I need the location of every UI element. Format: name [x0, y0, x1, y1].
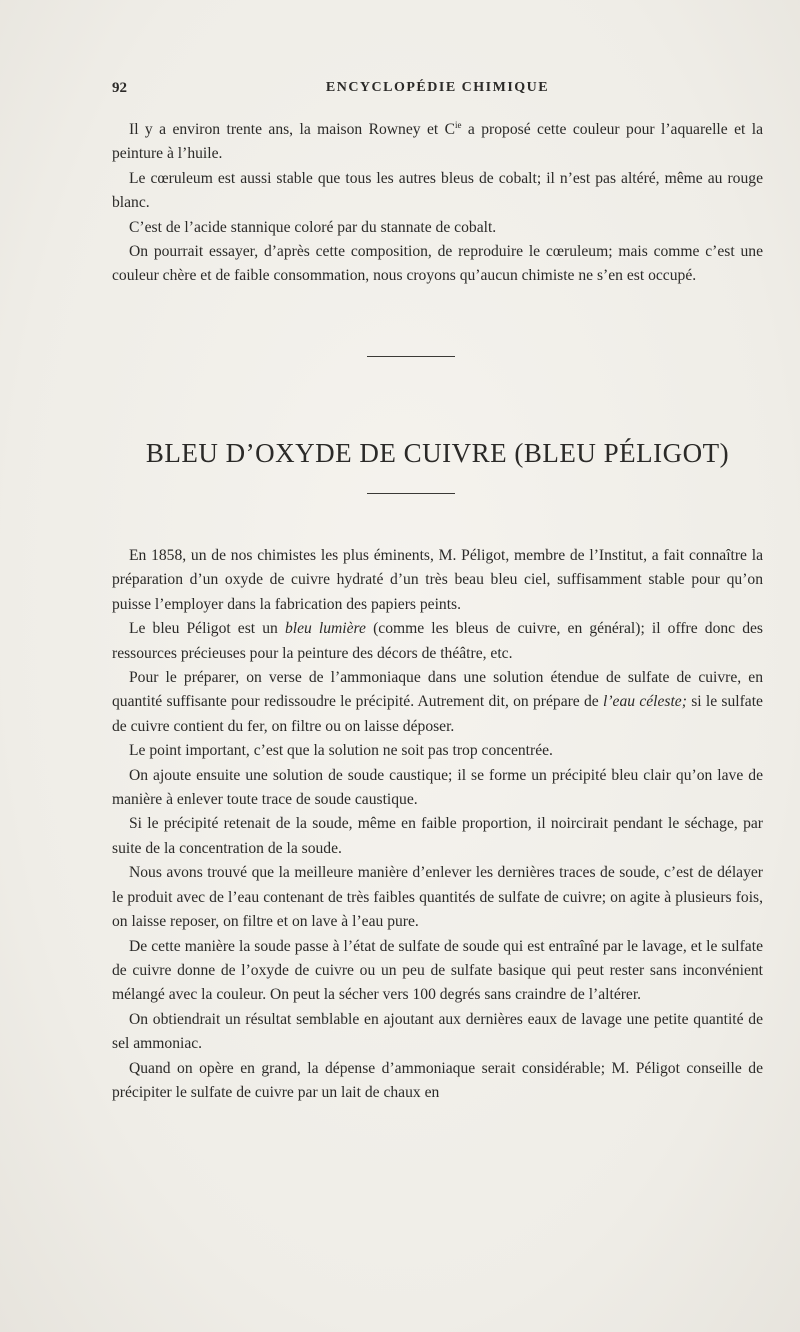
- paragraph: Nous avons trouvé que la meilleure manière d’enlever les dernières traces de soude, c’est de délayer le produit avec de l’eau contenant de très faibles quantités de sulfate de cuivre; on agite à plusieurs fois, on laisse reposer, on filtre et on lave à l’eau pure.: [112, 864, 763, 931]
- paragraph: Pour le préparer, on verse de l’ammoniaque dans une solution étendue de sulfate de cuivre, en quantité suffisante pour redissoudre le précipité. Autrement dit, on prépare de l’eau céleste; si le sulfate de cuivre contient du fer, on filtre ou on laisse déposer.: [112, 669, 763, 735]
- paragraph: On ajoute ensuite une solution de soude caustique; il se forme un précipité bleu clair qu’on lave de manière à enlever toute trace de soude caustique.: [112, 766, 763, 809]
- intro-text: [112, 118, 763, 289]
- paragraph: C’est de l’acide stannique coloré par du stannate de cobalt.: [129, 218, 497, 236]
- title-underline: [367, 493, 455, 494]
- paragraph: Le point important, c’est que la solution ne soit pas trop concentrée.: [129, 742, 553, 760]
- section-text: [112, 544, 763, 1105]
- paragraph: Quand on opère en grand, la dépense d’ammoniaque serait considérable; M. Péligot conseille de précipiter le sulfate de cuivre par un lait de chaux en: [112, 1059, 763, 1101]
- running-title: ENCYCLOPÉDIE CHIMIQUE: [325, 80, 550, 95]
- paragraph: Il y a environ trente ans, la maison Rowney et $C^{ie}$ a proposé cette couleur pour l’aquarelle et la peinture à l’huile.: [112, 119, 763, 163]
- paragraph: On obtiendrait un résultat semblable en ajoutant aux dernières eaux de lavage une petite quantité de sel ammoniac.: [112, 1010, 763, 1053]
- section-divider: [367, 356, 455, 357]
- page-header: [112, 80, 763, 102]
- paragraph: De cette manière la soude passe à l’état de sulfate de soude qui est entraîné par le lavage, et le sulfate de cuivre donne de l’oxyde de cuivre ou un peu de sulfate basique qui peut rester sans inconvénient mélangé avec la couleur. On peut la sécher vers 100 degrés sans craindre de l’altérer.: [112, 937, 763, 1004]
- section-title: BLEU D’OXYDE DE CUIVRE (BLEU PÉLIGOT): [145, 438, 730, 468]
- page-number: 92: [112, 80, 127, 96]
- paragraph: Si le précipité retenait de la soude, même en faible proportion, il noircirait pendant le séchage, par suite de la concentration de la soude.: [112, 815, 763, 857]
- paragraph: En 1858, un de nos chimistes les plus éminents, M. Péligot, membre de l’Institut, a fait connaître la préparation d’un oxyde de cuivre hydraté d’un très beau bleu ciel, suffisamment stable pour qu’on puisse l’employer dans la fabrication des papiers peints.: [112, 547, 763, 613]
- paragraph: On pourrait essayer, d’après cette composition, de reproduire le cœruleum; mais comme c’est une couleur chère et de faible consommation, nous croyons qu’aucun chimiste ne s’en est occupé.: [112, 243, 763, 285]
- paragraph: Le bleu Péligot est un bleu lumière (comme les bleus de cuivre, en général); il offre donc des ressources précieuses pour la peinture des décors de théâtre, etc.: [112, 620, 763, 662]
- paragraph: Le cœruleum est aussi stable que tous les autres bleus de cobalt; il n’est pas altéré, même au rouge blanc.: [112, 169, 763, 212]
